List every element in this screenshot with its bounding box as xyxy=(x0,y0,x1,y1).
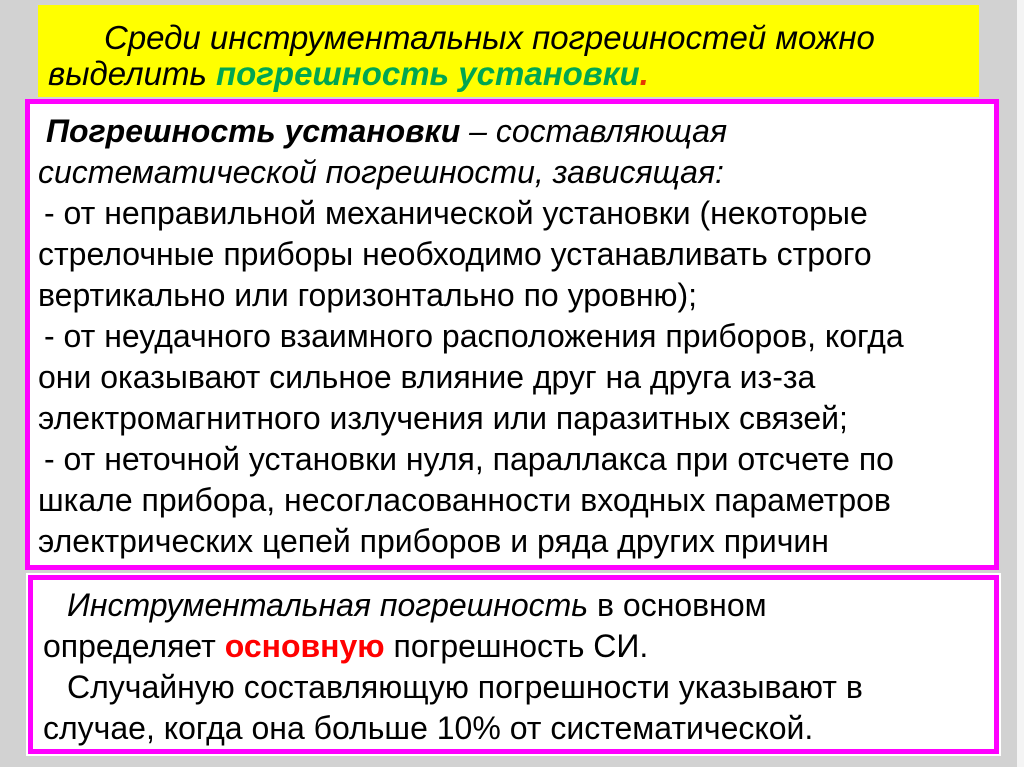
list-item-text: шкале прибора, несогласованности входных параметров xyxy=(38,482,891,518)
title-term-highlight: погрешность установки xyxy=(215,55,640,92)
text-line xyxy=(43,708,986,749)
list-item-text: стрелочные приборы необходимо устанавливать строго xyxy=(38,236,872,272)
note-text: в основном xyxy=(588,587,767,623)
text-line xyxy=(38,480,986,521)
note-text: погрешность СИ. xyxy=(384,628,649,664)
note-term: Инструментальная погрешность xyxy=(67,587,589,623)
text-line xyxy=(38,275,986,316)
list-item-text: - от неправильной механической установки (некоторые xyxy=(44,195,868,231)
list-item-text: - от неточной установки нуля, параллакса при отсчете по xyxy=(44,441,894,477)
list-item-text: - от неудачного взаимного расположения приборов, когда xyxy=(44,318,904,354)
definition-box xyxy=(25,99,999,570)
right-edge-strip xyxy=(1017,0,1024,767)
title-banner xyxy=(38,5,979,97)
text-line xyxy=(38,316,986,357)
text-line xyxy=(38,357,986,398)
note-emphasis: основную xyxy=(224,628,385,664)
text-line xyxy=(43,667,986,708)
title-period: . xyxy=(639,55,649,92)
text-line xyxy=(38,439,986,480)
text-line xyxy=(38,398,986,439)
text-line xyxy=(38,193,986,234)
list-item-text: электрических цепей приборов и ряда других причин xyxy=(38,523,829,559)
text-line xyxy=(38,111,986,152)
title-line-1 xyxy=(48,20,967,56)
title-line-2 xyxy=(48,56,967,92)
title-text: Среди инструментальных погрешностей можно xyxy=(104,19,875,56)
definition-text: – составляющая xyxy=(460,113,728,149)
text-line xyxy=(38,152,986,193)
list-item-text: они оказывают сильное влияние друг на друга из-за xyxy=(38,359,816,395)
text-line xyxy=(43,585,986,626)
list-item-text: электромагнитного излучения или паразитных связей; xyxy=(38,400,848,436)
title-text: выделить xyxy=(48,55,216,92)
list-item-text: вертикально или горизонтально по уровню); xyxy=(38,277,698,313)
definition-term: Погрешность установки xyxy=(46,113,461,149)
text-line xyxy=(38,234,986,275)
text-line xyxy=(43,626,986,667)
note-box xyxy=(28,575,999,754)
note-text: случае, когда она больше 10% от систематической. xyxy=(43,710,814,746)
note-text: Случайную составляющую погрешности указывают в xyxy=(67,669,863,705)
note-text: определяет xyxy=(43,628,225,664)
definition-text: систематической погрешности, зависящая: xyxy=(38,154,724,190)
text-line xyxy=(38,521,986,562)
